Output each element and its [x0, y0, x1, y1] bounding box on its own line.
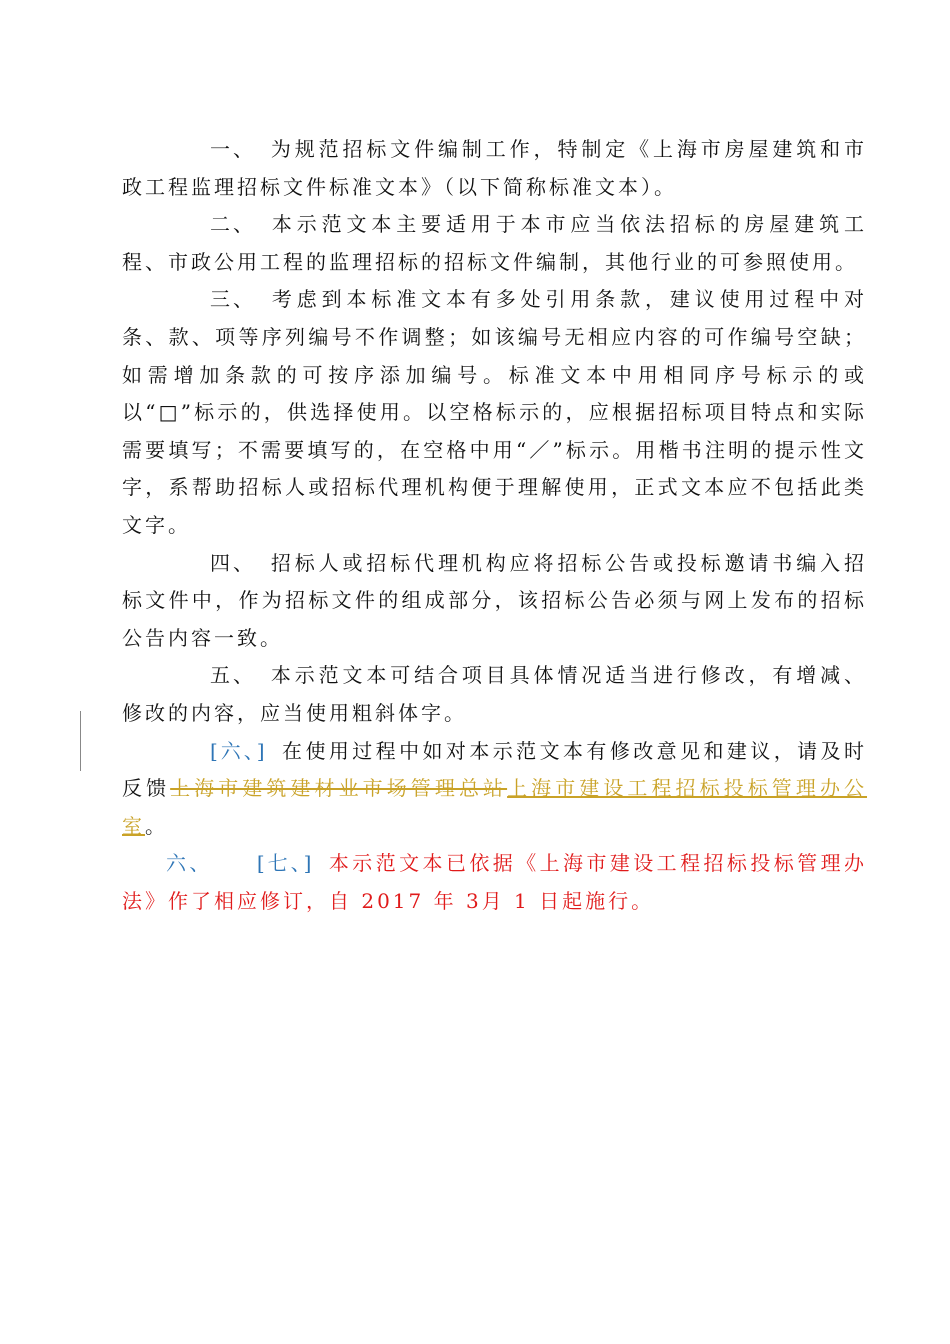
paragraph-4: [122, 545, 867, 658]
paragraph-text: 招标人或招标代理机构应将招标公告或投标邀请书编入招标文件中，作为招标文件的组成部分，该招标公告必须与网上发布的招标公告内容一致。: [122, 550, 867, 650]
paragraph-number: 五、: [210, 663, 256, 688]
paragraph-5: [122, 657, 867, 732]
paragraph-1: [122, 131, 867, 206]
paragraph-3: [122, 281, 867, 544]
change-bar: [80, 711, 81, 771]
paragraph-number: 二、: [210, 212, 256, 237]
paragraph-number: 三、: [210, 287, 256, 312]
paragraph-6-revised: [122, 733, 867, 846]
paragraph-7-revised: [122, 845, 867, 920]
paragraph-number: 四、: [210, 550, 256, 575]
revision-number-new: 六、: [166, 851, 213, 876]
deleted-text: 上海市建筑建材业市场管理总站: [170, 776, 508, 801]
revision-number: [六、]: [210, 738, 268, 763]
paragraph-text: 本示范文本主要适用于本市应当依法招标的房屋建筑工程、市政公用工程的监理招标的招标文件编制，其他行业的可参照使用。: [122, 212, 867, 274]
paragraph-number: 一、: [210, 137, 256, 161]
paragraph-text: 在使用过程中如对本示范文本有修改意见和建议，请及时反馈: [122, 738, 867, 801]
paragraph-end: 。: [145, 813, 168, 838]
paragraph-text: 考虑到本标准文本有多处引用条款，建议使用过程中对条、款、项等序列编号不作调整；如该编号无相应内容的可作编号空缺；如需增加条款的可按序添加编号。标准文本中用相同序号标示的或以“□”标示的，供选择使用。以空格标示的，应根据招标项目特点和实际需要填写；不需要填写的，在空格中用“／”标示。用楷书注明的提示性文字，系帮助招标人或招标代理机构便于理解使用，正式文本应不包括此类文字。: [122, 287, 867, 537]
inserted-paragraph-text: 本示范文本已依据《上海市建设工程招标投标管理办法》作了相应修订，自 2017 年 3月 1 日起施行。: [122, 851, 868, 913]
revision-number-old: [七、]: [256, 851, 315, 876]
paragraph-text: 为规范招标文件编制工作，特制定《上海市房屋建筑和市政工程监理招标文件标准文本》（以下简称标准文本）。: [122, 137, 867, 199]
document-body: [122, 131, 867, 920]
paragraph-text: 本示范文本可结合项目具体情况适当进行修改，有增减、修改的内容，应当使用粗斜体字。: [122, 663, 867, 725]
paragraph-2: [122, 206, 867, 281]
inserted-text: 上海市建设工程招标投标管理办公室: [122, 776, 868, 838]
